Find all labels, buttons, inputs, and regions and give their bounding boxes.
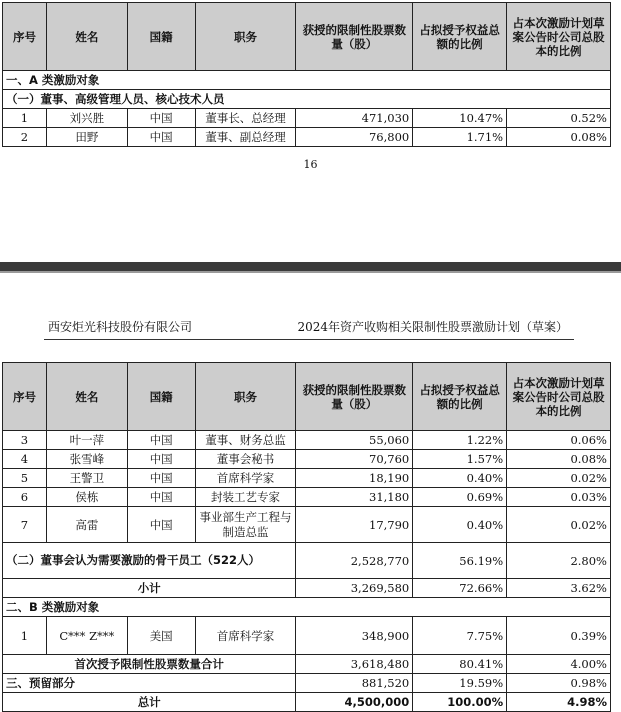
header-pct-grant: 占拟授予权益总额的比例 bbox=[413, 363, 507, 431]
header-title: 职务 bbox=[195, 363, 296, 431]
table-row bbox=[3, 507, 611, 543]
cell-pct-grant: 0.69% bbox=[413, 488, 507, 507]
cell-pct-grant: 72.66% bbox=[413, 579, 507, 598]
cell-shares: 31,180 bbox=[296, 488, 413, 507]
cell-pct-grant: 1.71% bbox=[413, 128, 507, 147]
cell-title: 封装工艺专家 bbox=[195, 488, 296, 507]
cell-title: 董事会秘书 bbox=[195, 450, 296, 469]
cell-pct-total: 0.02% bbox=[507, 507, 611, 543]
header-nation: 国籍 bbox=[127, 3, 195, 71]
first-grant-total-row bbox=[3, 655, 611, 674]
subtotal-row bbox=[3, 579, 611, 598]
header-pct-grant: 占拟授予权益总额的比例 bbox=[413, 3, 507, 71]
cell-shares: 18,190 bbox=[296, 469, 413, 488]
reserved-row bbox=[3, 674, 611, 693]
header-title: 职务 bbox=[195, 3, 296, 71]
incentive-table-bottom bbox=[2, 362, 611, 712]
cell-shares: 881,520 bbox=[296, 674, 413, 693]
page-number: 16 bbox=[303, 158, 318, 171]
cell-no: 3 bbox=[3, 431, 47, 450]
cell-pct-grant: 1.57% bbox=[413, 450, 507, 469]
cell-no: 7 bbox=[3, 507, 47, 543]
cell-nation: 中国 bbox=[127, 431, 195, 450]
header-pct-total: 占本次激励计划草案公告时公司总股本的比例 bbox=[507, 363, 611, 431]
cell-nation: 中国 bbox=[127, 128, 195, 147]
cell-name: 刘兴胜 bbox=[46, 109, 127, 128]
cell-name: 田野 bbox=[46, 128, 127, 147]
cell-pct-grant: 56.19% bbox=[413, 543, 507, 579]
cell-no: 4 bbox=[3, 450, 47, 469]
cell-shares: 3,618,480 bbox=[296, 655, 413, 674]
cell-pct-grant: 80.41% bbox=[413, 655, 507, 674]
cell-title: 首席科学家 bbox=[195, 617, 296, 655]
cell-pct-total: 0.08% bbox=[507, 128, 611, 147]
cell-shares: 471,030 bbox=[296, 109, 413, 128]
table-row bbox=[3, 617, 611, 655]
cell-pct-total: 4.00% bbox=[507, 655, 611, 674]
cell-title: 董事、财务总监 bbox=[195, 431, 296, 450]
cell-title: 事业部生产工程与制造总监 bbox=[195, 507, 296, 543]
cell-pct-total: 0.39% bbox=[507, 617, 611, 655]
cell-nation: 中国 bbox=[127, 469, 195, 488]
section-a-label: 一、A 类激励对象 bbox=[3, 71, 611, 90]
subtotal-label: 小计 bbox=[3, 579, 296, 598]
cell-nation: 中国 bbox=[127, 450, 195, 469]
section-b-label: 二、B 类激励对象 bbox=[3, 598, 611, 617]
cell-name: 张雪峰 bbox=[46, 450, 127, 469]
cell-name: 高雷 bbox=[46, 507, 127, 543]
page-break-divider-light bbox=[0, 271, 621, 273]
header-name: 姓名 bbox=[46, 3, 127, 71]
cell-pct-grant: 100.00% bbox=[413, 693, 507, 712]
cell-pct-grant: 7.75% bbox=[413, 617, 507, 655]
plan-name: 2024年资产收购相关限制性股票激励计划（草案） bbox=[297, 320, 568, 334]
cell-shares: 3,269,580 bbox=[296, 579, 413, 598]
cell-title: 董事、副总经理 bbox=[195, 128, 296, 147]
cell-shares: 17,790 bbox=[296, 507, 413, 543]
table-row bbox=[3, 109, 611, 128]
cell-nation: 中国 bbox=[127, 488, 195, 507]
header-nation: 国籍 bbox=[127, 363, 195, 431]
grand-total-row bbox=[3, 693, 611, 712]
cell-name: 王警卫 bbox=[46, 469, 127, 488]
cell-nation: 美国 bbox=[127, 617, 195, 655]
cell-pct-grant: 1.22% bbox=[413, 431, 507, 450]
cell-pct-total: 4.98% bbox=[507, 693, 611, 712]
incentive-table-top bbox=[2, 2, 611, 147]
table-row bbox=[3, 128, 611, 147]
cell-pct-total: 0.03% bbox=[507, 488, 611, 507]
table-row bbox=[3, 450, 611, 469]
cell-no: 2 bbox=[3, 128, 47, 147]
header-shares: 获授的限制性股票数量（股） bbox=[296, 3, 413, 71]
cell-pct-total: 0.02% bbox=[507, 469, 611, 488]
cell-pct-total: 0.98% bbox=[507, 674, 611, 693]
header-pct-total: 占本次激励计划草案公告时公司总股本的比例 bbox=[507, 3, 611, 71]
cell-shares: 4,500,000 bbox=[296, 693, 413, 712]
grand-total-label: 总计 bbox=[3, 693, 296, 712]
core-staff-row bbox=[3, 543, 611, 579]
cell-nation: 中国 bbox=[127, 109, 195, 128]
cell-nation: 中国 bbox=[127, 507, 195, 543]
cell-pct-total: 3.62% bbox=[507, 579, 611, 598]
subsection-1-label: （一）董事、高级管理人员、核心技术人员 bbox=[3, 90, 611, 109]
cell-pct-total: 0.08% bbox=[507, 450, 611, 469]
table-row bbox=[3, 431, 611, 450]
header-shares: 获授的限制性股票数量（股） bbox=[296, 363, 413, 431]
table-row bbox=[3, 488, 611, 507]
first-grant-total-label: 首次授予限制性股票数量合计 bbox=[3, 655, 296, 674]
reserved-label: 三、预留部分 bbox=[3, 674, 296, 693]
cell-shares: 348,900 bbox=[296, 617, 413, 655]
company-name: 西安炬光科技股份有限公司 bbox=[48, 320, 193, 334]
cell-no: 1 bbox=[3, 109, 47, 128]
cell-name: 叶一萍 bbox=[46, 431, 127, 450]
cell-pct-grant: 0.40% bbox=[413, 469, 507, 488]
cell-title: 首席科学家 bbox=[195, 469, 296, 488]
table-row bbox=[3, 469, 611, 488]
cell-no: 5 bbox=[3, 469, 47, 488]
cell-no: 1 bbox=[3, 617, 47, 655]
cell-pct-grant: 19.59% bbox=[413, 674, 507, 693]
cell-name: 侯栋 bbox=[46, 488, 127, 507]
cell-name: C*** Z*** bbox=[46, 617, 127, 655]
cell-shares: 2,528,770 bbox=[296, 543, 413, 579]
cell-shares: 76,800 bbox=[296, 128, 413, 147]
page-break-divider bbox=[0, 262, 621, 271]
header-no: 序号 bbox=[3, 363, 47, 431]
cell-title: 董事长、总经理 bbox=[195, 109, 296, 128]
cell-pct-grant: 0.40% bbox=[413, 507, 507, 543]
cell-shares: 55,060 bbox=[296, 431, 413, 450]
cell-shares: 70,760 bbox=[296, 450, 413, 469]
cell-no: 6 bbox=[3, 488, 47, 507]
cell-pct-total: 0.06% bbox=[507, 431, 611, 450]
cell-pct-grant: 10.47% bbox=[413, 109, 507, 128]
cell-pct-total: 0.52% bbox=[507, 109, 611, 128]
header-rule bbox=[44, 339, 574, 340]
cell-pct-total: 2.80% bbox=[507, 543, 611, 579]
header-no: 序号 bbox=[3, 3, 47, 71]
core-staff-label: （二）董事会认为需要激励的骨干员工（522人） bbox=[3, 543, 296, 579]
header-name: 姓名 bbox=[46, 363, 127, 431]
